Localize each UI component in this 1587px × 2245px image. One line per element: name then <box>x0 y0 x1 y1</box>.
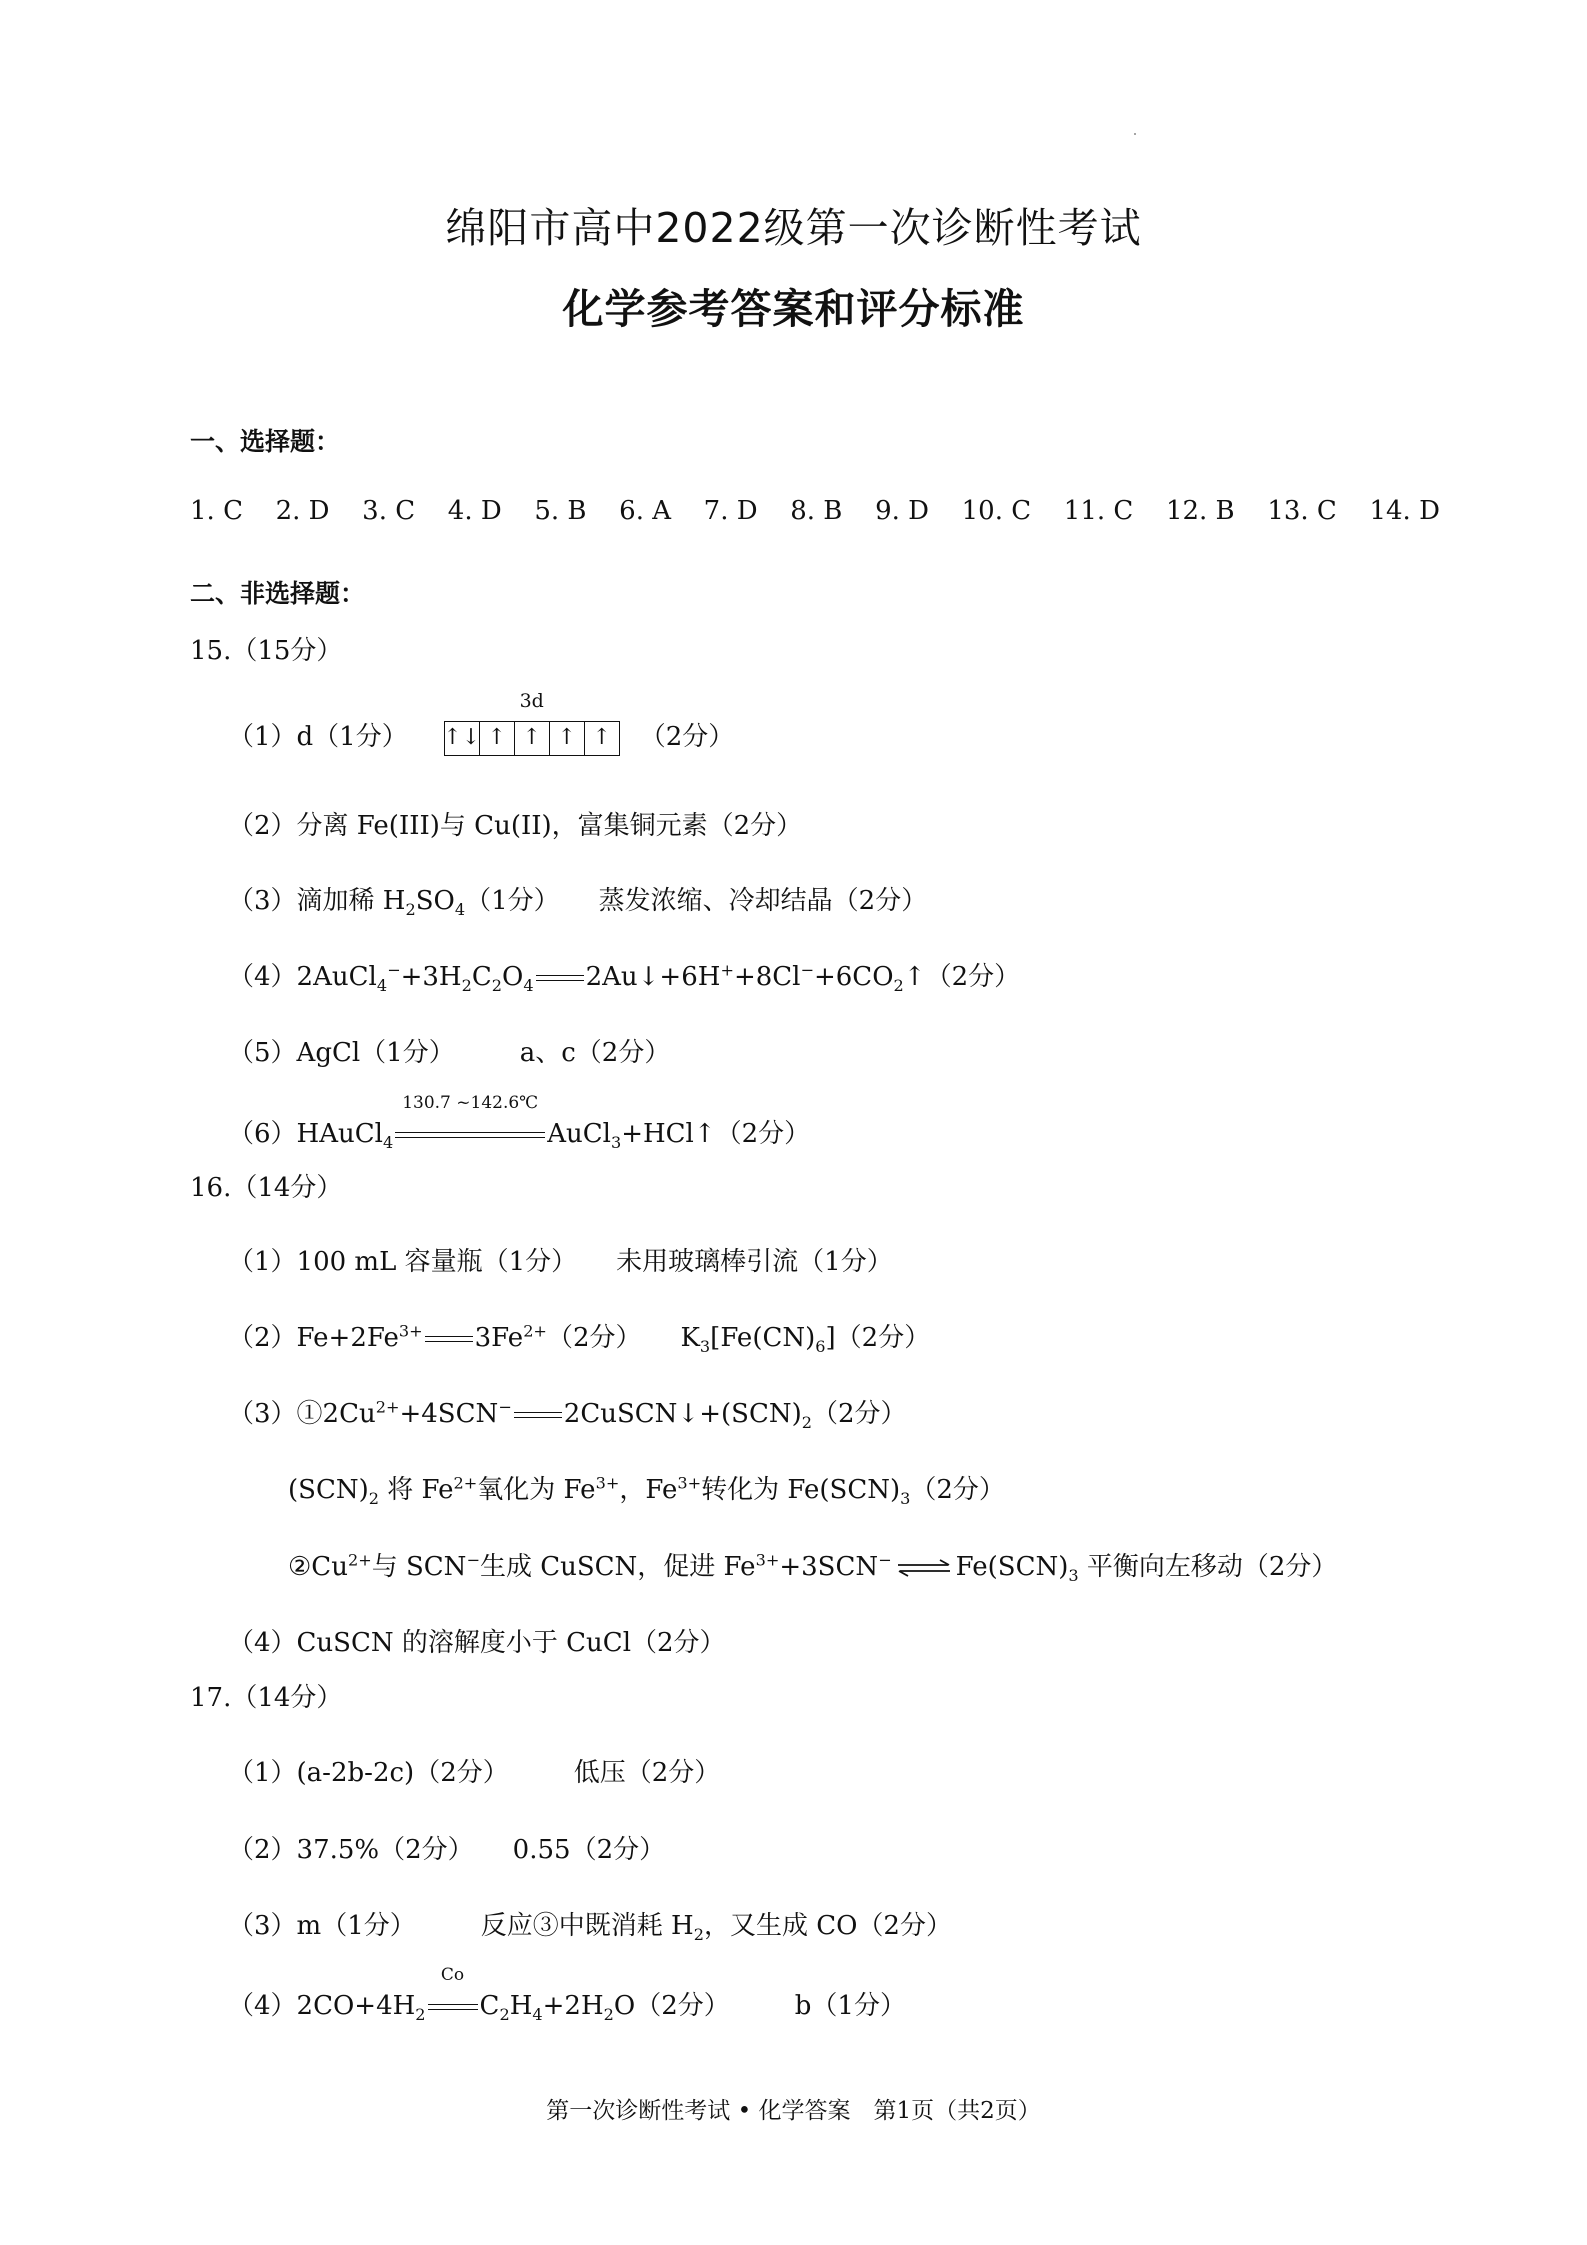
q17-answer-2: （2）37.5%（2分） 0.55（2分） <box>228 1835 666 1865</box>
orbital-box: ↑ <box>514 722 549 755</box>
q15-answer-6: （6）HAuCl$_4$ 130.7 ~142.6℃ AuCl$_3$+HCl↑（2分） <box>228 1093 811 1153</box>
choice-answer: 2. D <box>275 496 330 526</box>
q15-a1-text: （1）d（1分） <box>228 722 408 752</box>
q15-a4-post: ↑（2分） <box>903 962 1021 992</box>
q15-answer-3: （3）滴加稀 $H_2SO_4(1$分） 蒸发浓缩、冷却结晶（2分） <box>228 886 928 920</box>
choice-answer: 5. B <box>534 496 587 526</box>
q16-header: 16.（14分） <box>190 1173 343 1203</box>
q16-answer-3-line2: $(SCN)_2$ 将 $Fe^{2+}$氧化为 $Fe^{3+}$，$Fe^{3+}$转化为 $Fe(SCN)_3(2$分） <box>288 1473 1005 1509</box>
reaction-catalyst: Co <box>440 1965 465 1985</box>
choice-answer: 6. A <box>619 496 672 526</box>
q16-a3-score3: 平衡向左移动（2分） <box>1086 1552 1338 1582</box>
q17-a4-post: （2分） b（1分） <box>635 1991 906 2021</box>
answer-key-subtitle: 化学参考答案和评分标准 <box>562 285 1025 333</box>
q15-a1-score: （2分） <box>639 722 735 752</box>
reaction-condition: 130.7 ~142.6℃ <box>402 1093 539 1113</box>
choice-answer: 11. C <box>1063 496 1134 526</box>
page-footer: 第一次诊断性考试 • 化学答案 第1页（共2页） <box>546 2098 1041 2124</box>
choice-answer: 3. C <box>362 496 416 526</box>
q16-a2-score2: （2分） <box>835 1323 931 1353</box>
choice-answer: 10. C <box>961 496 1032 526</box>
q15-answer-5: （5）AgCl（1分） a、c（2分） <box>228 1038 671 1068</box>
q15-a3-pre: （3）滴加稀 H <box>228 886 406 916</box>
q17-answer-3: （3）m（1分） 反应③中既消耗 $H_2$，又生成 CO（2分） <box>228 1911 952 1945</box>
orbital-box: ↑ <box>549 722 584 755</box>
choice-answer: 9. D <box>875 496 929 526</box>
choice-answer: 1. C <box>190 496 243 526</box>
orbital-label: 3d <box>519 689 544 712</box>
section-nonchoice-heading: 二、非选择题： <box>190 579 366 608</box>
choice-answer: 4. D <box>447 496 502 526</box>
q17-a3-post: ，又生成 CO（2分） <box>703 1911 952 1941</box>
q16-answer-1: （1）100 mL 容量瓶（1分） 未用玻璃棒引流（1分） <box>228 1247 893 1277</box>
equilibrium-arrow-icon <box>896 1559 952 1577</box>
choice-answer: 12. B <box>1165 496 1235 526</box>
q16-a3-score1: （2分） <box>811 1399 907 1429</box>
q15-a6-pre: （6）HAuCl <box>228 1119 383 1149</box>
scan-speck <box>1134 133 1136 135</box>
q15-a3-post: （1分） 蒸发浓缩、冷却结晶（2分） <box>465 886 928 916</box>
orbital-diagram <box>443 689 620 756</box>
orbital-box: ↑↓ <box>443 725 481 750</box>
q16-answer-3-line3: $②Cu^{2+}$与 SCN−生成 CuSCN，促进 $Fe^{3+}+3SCN^-$ $Fe(SCN)_3$ 平衡向左移动（2分） <box>288 1550 1338 1586</box>
q15-answer-2: （2）分离 Fe(III)与 Cu(II)，富集铜元素（2分） <box>228 811 803 841</box>
q16-a2-score1: （2分） <box>546 1323 629 1353</box>
exam-title: 绵阳市高中2022级第一次诊断性考试 <box>445 204 1142 252</box>
q15-a6-post: （2分） <box>715 1119 811 1149</box>
choice-answer: 8. B <box>790 496 843 526</box>
q17-a3-pre: （3）m（1分） 反应③中既消耗 H <box>228 1911 694 1941</box>
q16-answer-4: （4）CuSCN 的溶解度小于 CuCl（2分） <box>228 1628 726 1658</box>
q16-answer-3-line1: $(3)①2Cu^{2+}+4SCN^-$ $2CuSCN↓+(SCN)_2(2$分） <box>228 1397 907 1433</box>
q15-a4-pre: （4）2AuCl <box>228 962 377 992</box>
orbital-box: ↑ <box>479 722 514 755</box>
q16-a3-score2: （2分） <box>910 1475 1005 1505</box>
choice-answer: 14. D <box>1369 496 1440 526</box>
q15-header: 15.（15分） <box>190 636 343 666</box>
choice-answers <box>190 496 1440 526</box>
choice-answer: 13. C <box>1267 496 1337 526</box>
q17-answer-1: （1）(a-2b-2c)（2分） 低压（2分） <box>228 1758 721 1788</box>
q16-answer-2: $(2)Fe+2Fe^{3+}$ $3Fe^{2+}(2$分） $K_3[Fe(CN)_6](2$分） <box>228 1321 931 1357</box>
q17-header: 17.（14分） <box>190 1683 343 1713</box>
q15-answer-1 <box>228 689 735 756</box>
orbital-box: ↑ <box>584 722 619 755</box>
q15-answer-4: $(4)2AuCl_4^-+3H_2C_2O_4$ $2Au↓+6H^++8Cl^-+6CO_2↑(2$分） <box>228 960 1021 996</box>
choice-answer: 7. D <box>703 496 758 526</box>
section-choice-heading: 一、选择题： <box>190 427 341 456</box>
q17-answer-4: $(4)2CO+4H_2$ Co $C_2H_4+2H_2O(2$分） b（1分） <box>228 1965 906 2025</box>
